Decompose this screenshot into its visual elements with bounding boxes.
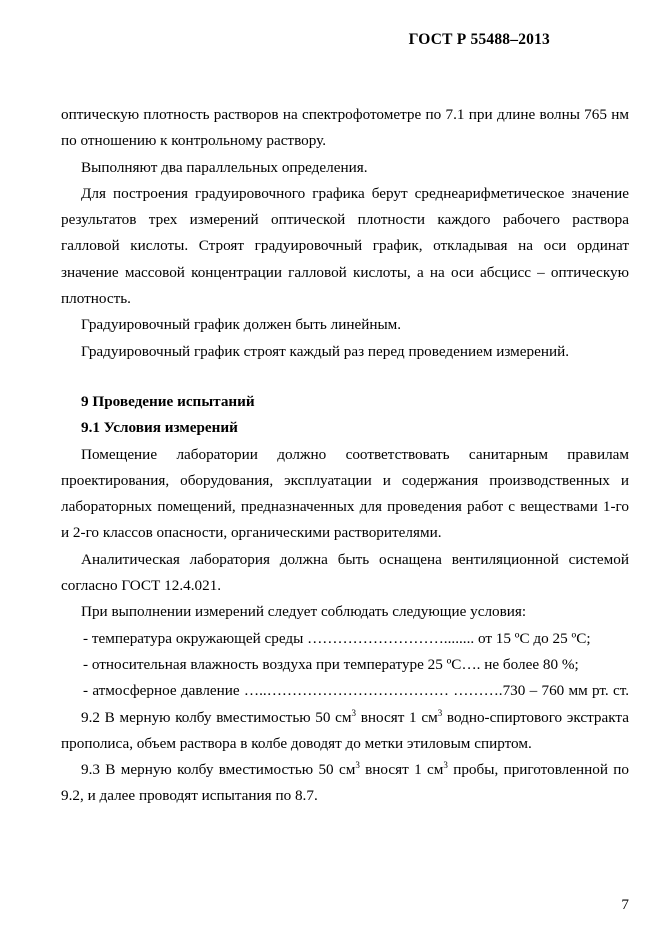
text-run: водно-спиртового экстракта прополиса, объем раствора в колбе доводят до метки этиловым спиртом. <box>61 708 629 752</box>
page-number: 7 <box>621 896 629 913</box>
superscript: 3 <box>443 760 448 771</box>
subsection-heading: 9.1 Условия измерений <box>81 419 238 437</box>
superscript: 3 <box>351 707 357 718</box>
paragraph-9-3 <box>61 757 629 810</box>
paragraph: оптическую плотность растворов на спектрофотометре по 7.1 при длине волны 765 нм по отношению к контрольному раствору. <box>61 106 629 150</box>
paragraph: Аналитическая лаборатория должна быть оснащена вентиляционной системой согласно ГОСТ 12.4.021. <box>61 550 629 595</box>
condition-item: - температура окружающей среды ………………………........ от 15 ºС до 25 ºС; <box>83 629 591 647</box>
section-heading: 9 Проведение испытаний <box>81 392 255 410</box>
paragraph: Для построения градуировочного графика берут среднеарифметическое значение результатов трех измерений оптической плотности каждого рабочего раствора галловой кислоты. Строят градуировочный график, откладывая на оси ординат значение массовой концентрации галловой кислоты, а на оси абсцисс – оптическую плотность. <box>61 184 629 308</box>
text-run: 9.2 В мерную колбу вместимостью 50 см <box>81 708 352 726</box>
paragraph: Помещение лаборатории должно соответствовать санитарным правилам проектирования, оборудования, эксплуатации и содержания производственных и лабораторных помещений, предназначенных для проведения работ с веществами 1-го и 2-го классов опасности, органическими растворителями. <box>61 445 629 542</box>
superscript: 3 <box>355 760 360 771</box>
paragraph: Градуировочный график должен быть линейным. <box>81 316 402 334</box>
paragraph: При выполнении измерений следует соблюдать следующие условия: <box>81 603 527 621</box>
document-header: ГОСТ Р 55488–2013 <box>408 31 550 48</box>
paragraph: Градуировочный график строят каждый раз перед проведением измерений. <box>81 342 570 360</box>
paragraph: Выполняют два параллельных определения. <box>81 158 368 176</box>
text-run: вносят 1 см <box>359 761 444 779</box>
condition-item: - атмосферное давление …..……………………………… ……….730 – 760 мм рт. ст. <box>83 682 629 700</box>
text-run: пробы, приготовленной по 9.2, и далее проводят испытания по 8.7. <box>61 761 629 805</box>
text-run: 9.3 В мерную колбу вместимостью 50 см <box>81 761 356 779</box>
condition-item: - относительная влажность воздуха при температуре 25 ºС…. не более 80 %; <box>83 655 579 673</box>
paragraph-9-2 <box>61 705 629 758</box>
superscript: 3 <box>437 707 443 718</box>
text-run: вносят 1 см <box>356 708 438 726</box>
document-body <box>61 102 629 810</box>
